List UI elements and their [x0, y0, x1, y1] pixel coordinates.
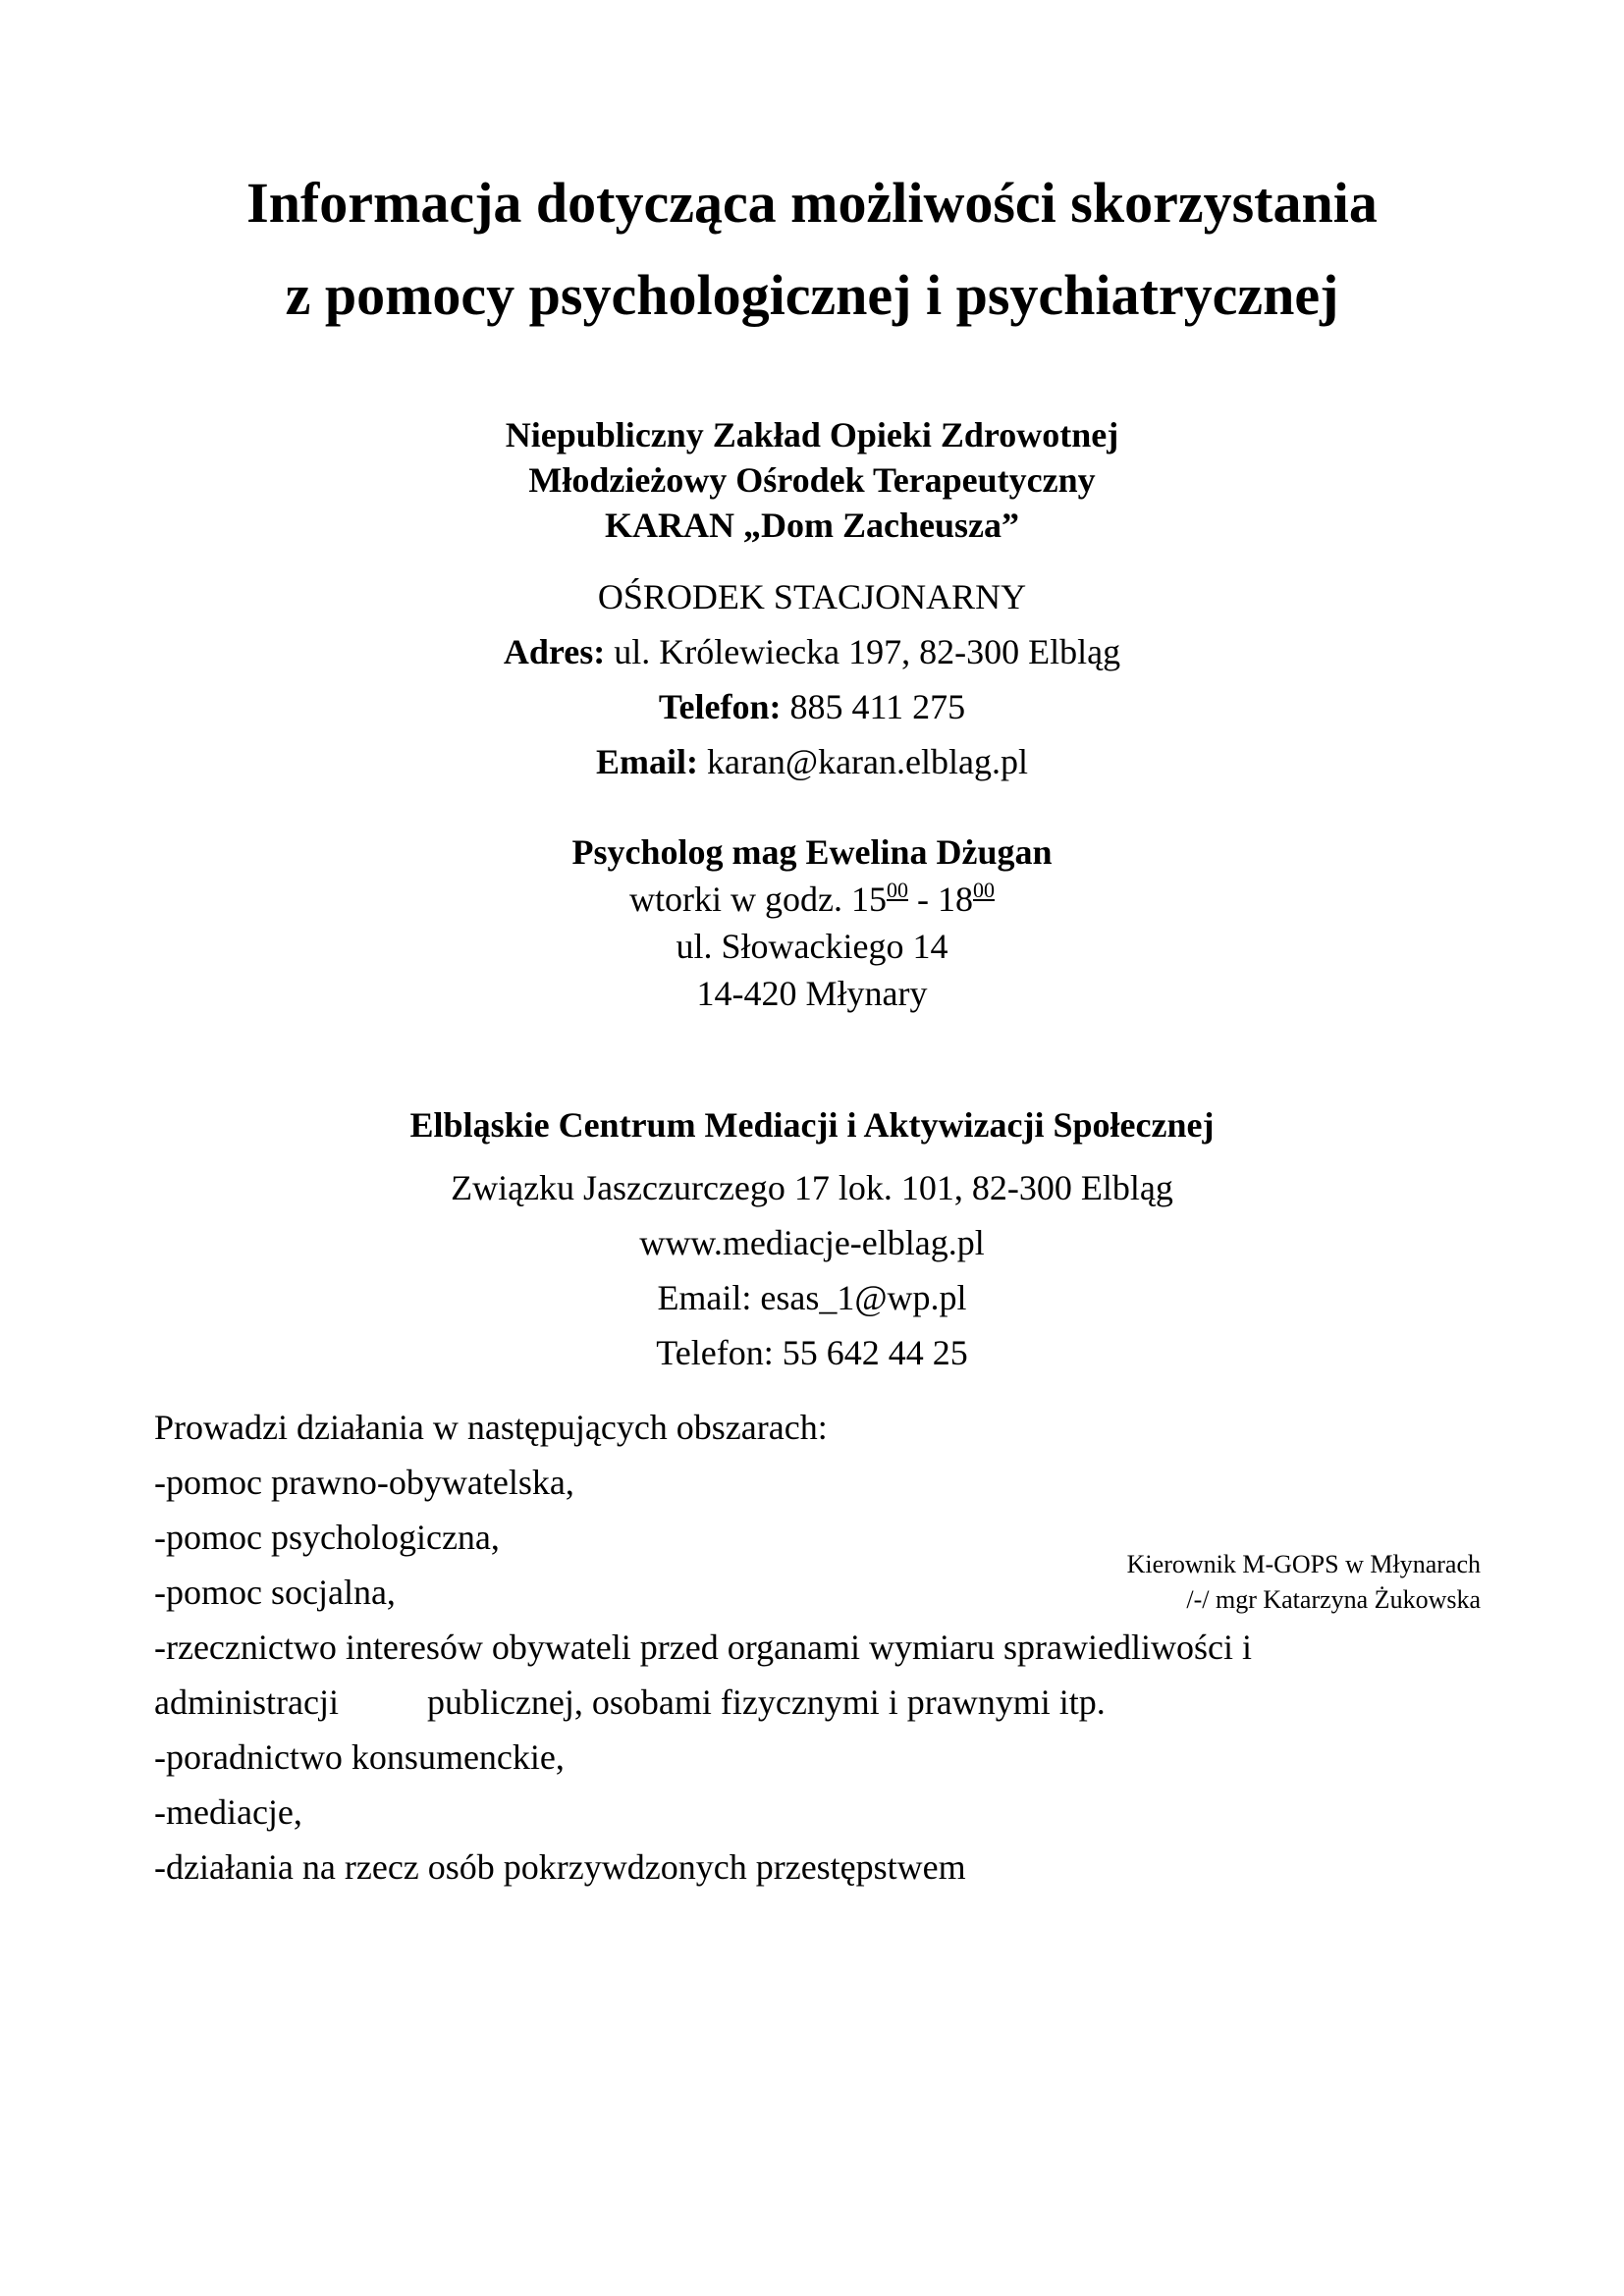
psychologist-block — [0, 828, 1624, 1017]
facility-name-line-1: Niepubliczny Zakład Opieki Zdrowotnej — [505, 415, 1119, 454]
hours-prefix: wtorki w godz. 15 — [629, 880, 887, 919]
mediation-center-name: Elbląskie Centrum Mediacji i Aktywizacji Społecznej — [409, 1105, 1215, 1145]
phone-value: 885 411 275 — [781, 687, 966, 726]
address-label: Adres: — [503, 632, 606, 671]
title-line-1: Informacja dotycząca możliwości skorzystania — [246, 171, 1378, 235]
hours-start-minutes: 00 — [886, 878, 908, 902]
facility-phone — [0, 679, 1624, 734]
activities-intro: Prowadzi działania w następujących obszarach: — [154, 1408, 828, 1447]
list-item: -poradnictwo konsumenckie, — [154, 1737, 565, 1777]
list-item: -pomoc psychologiczna, — [154, 1518, 500, 1557]
mediation-center-block — [0, 1097, 1624, 1380]
psychologist-name: Psycholog mag Ewelina Dżugan — [571, 832, 1053, 872]
hours-separator: - 18 — [907, 880, 973, 919]
facility-address — [0, 624, 1624, 679]
mediation-center-address: Związku Jaszczurczego 17 lok. 101, 82-300 Elbląg — [451, 1168, 1173, 1207]
mediation-center-phone: Telefon: 55 642 44 25 — [656, 1333, 968, 1372]
facility-email — [0, 734, 1624, 789]
psychologist-hours — [0, 876, 1624, 923]
facility-name-line-3: KARAN „Dom Zacheusza” — [605, 506, 1019, 545]
list-item: -pomoc socjalna, — [154, 1573, 396, 1612]
facility-name-block — [0, 412, 1624, 548]
facility-type: OŚRODEK STACJONARNY — [597, 577, 1027, 616]
email-value: karan@karan.elblag.pl — [697, 742, 1028, 781]
mediation-center-website: www.mediacje-elblag.pl — [639, 1223, 985, 1262]
signature-block — [1127, 1547, 1481, 1618]
mediation-center-email: Email: esas_1@wp.pl — [657, 1278, 967, 1317]
hours-end-minutes: 00 — [972, 878, 995, 902]
psychologist-city: 14-420 Młynary — [696, 974, 928, 1013]
activities-list — [154, 1400, 1470, 1895]
list-item: -rzecznictwo interesów obywateli przed organami wymiaru sprawiedliwości i — [154, 1628, 1252, 1667]
signature-role: Kierownik M-GOPS w Młynarach — [1126, 1550, 1481, 1578]
address-value: ul. Królewiecka 197, 82-300 Elbląg — [605, 632, 1121, 671]
psychologist-street: ul. Słowackiego 14 — [676, 927, 948, 966]
document-title — [0, 157, 1624, 342]
phone-label: Telefon: — [658, 687, 782, 726]
email-label: Email: — [595, 742, 698, 781]
title-line-2: z pomocy psychologicznej i psychiatrycznej — [285, 263, 1339, 327]
list-item: -pomoc prawno-obywatelska, — [154, 1463, 574, 1502]
list-item: -mediacje, — [154, 1792, 302, 1832]
facility-contact-block — [0, 569, 1624, 789]
facility-name-line-2: Młodzieżowy Ośrodek Terapeutyczny — [528, 460, 1096, 500]
signature-name: /-/ mgr Katarzyna Żukowska — [1186, 1585, 1481, 1614]
list-item: -działania na rzecz osób pokrzywdzonych przestępstwem — [154, 1847, 966, 1887]
list-item: administracji publicznej, osobami fizycznymi i prawnymi itp. — [154, 1682, 1106, 1722]
